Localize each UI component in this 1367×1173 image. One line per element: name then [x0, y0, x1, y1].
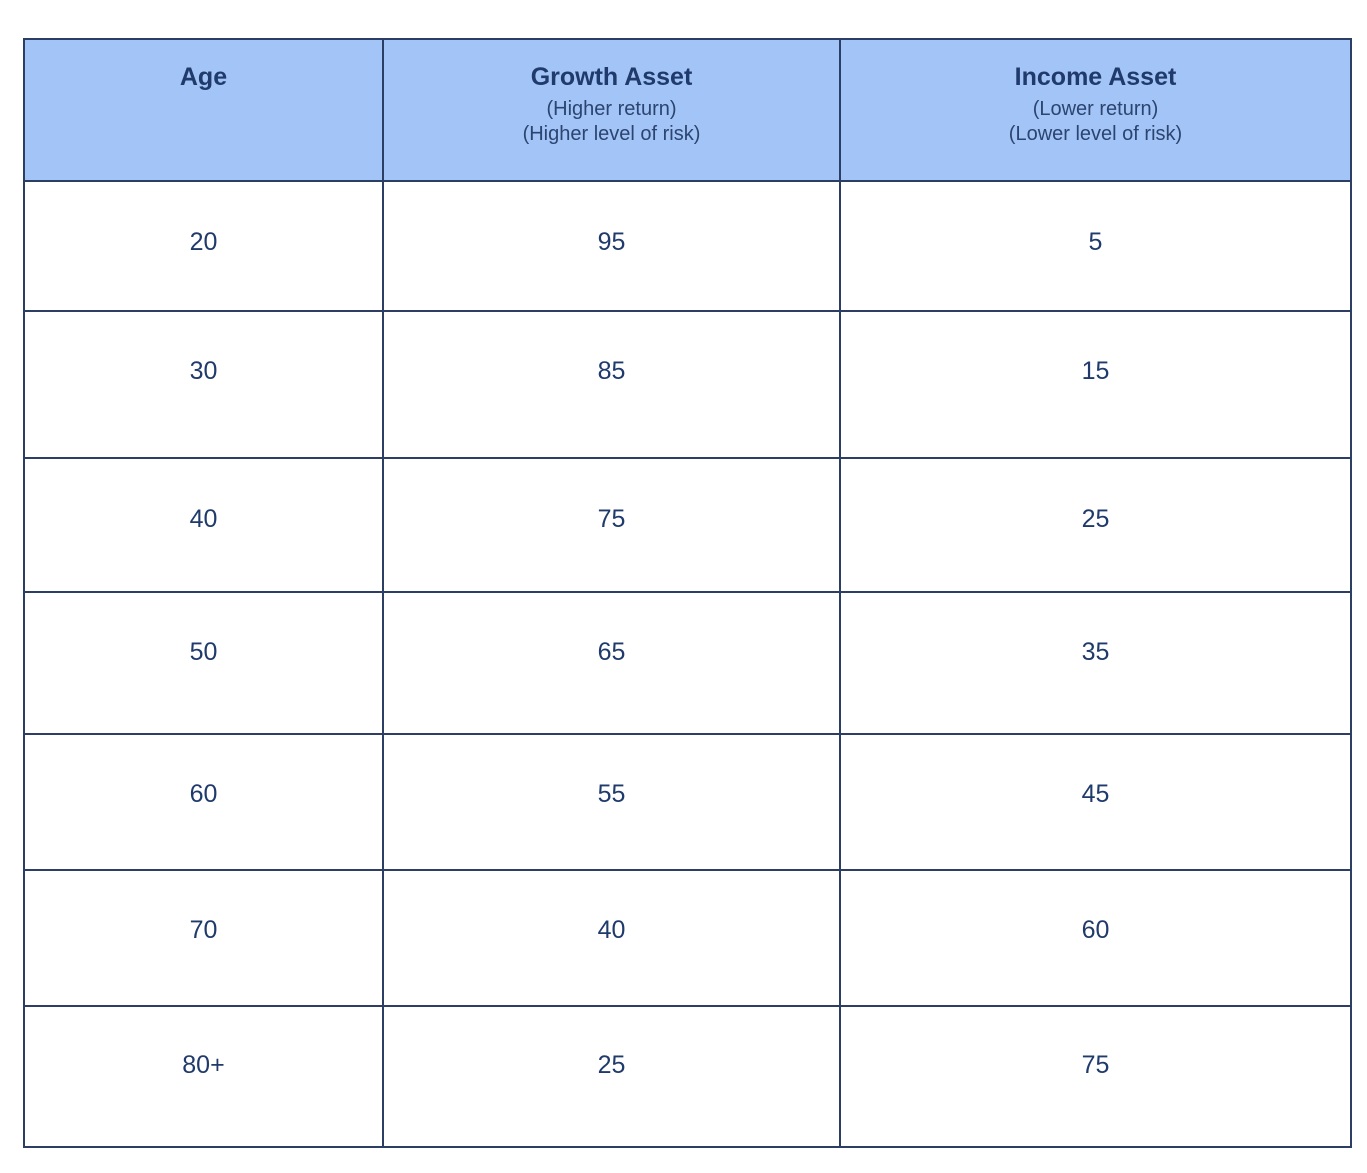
cell-income-value: 45	[1081, 780, 1110, 808]
cell-income	[840, 870, 1351, 1006]
cell-growth	[383, 311, 840, 458]
cell-growth	[383, 1006, 840, 1147]
table-row	[24, 734, 1351, 870]
table-row	[24, 1006, 1351, 1147]
cell-income	[840, 734, 1351, 870]
cell-growth-value: 25	[597, 1051, 626, 1079]
cell-age-value: 80+	[182, 1051, 225, 1079]
header-income-sub-return: (Lower return)	[1032, 98, 1159, 120]
cell-growth-value: 55	[597, 780, 626, 808]
cell-age	[24, 870, 383, 1006]
cell-age-value: 70	[189, 916, 218, 944]
table-row	[24, 311, 1351, 458]
header-age-title: Age	[179, 63, 228, 91]
cell-age	[24, 181, 383, 311]
cell-growth-value: 75	[597, 505, 626, 533]
cell-growth-value: 65	[597, 638, 626, 666]
cell-income-value: 60	[1081, 916, 1110, 944]
cell-income	[840, 1006, 1351, 1147]
cell-income-value: 15	[1081, 357, 1110, 385]
cell-growth-value: 95	[597, 228, 626, 256]
header-growth-asset	[383, 39, 840, 181]
allocation-table-container	[23, 38, 1350, 1148]
table-row	[24, 458, 1351, 592]
table-header-row	[24, 39, 1351, 181]
cell-growth	[383, 592, 840, 734]
asset-allocation-table	[23, 38, 1352, 1148]
cell-income	[840, 458, 1351, 592]
cell-income	[840, 311, 1351, 458]
table-row	[24, 181, 1351, 311]
cell-age	[24, 734, 383, 870]
cell-income	[840, 592, 1351, 734]
cell-income-value: 5	[1088, 228, 1103, 256]
cell-age	[24, 592, 383, 734]
cell-income-value: 35	[1081, 638, 1110, 666]
header-age	[24, 39, 383, 181]
header-income-title: Income Asset	[1014, 63, 1177, 91]
cell-growth	[383, 870, 840, 1006]
cell-age	[24, 311, 383, 458]
cell-income-value: 75	[1081, 1051, 1110, 1079]
cell-income-value: 25	[1081, 505, 1110, 533]
cell-age-value: 60	[189, 780, 218, 808]
table-row	[24, 870, 1351, 1006]
header-growth-title: Growth Asset	[530, 63, 693, 91]
header-income-asset	[840, 39, 1351, 181]
cell-income	[840, 181, 1351, 311]
header-growth-sub-risk: (Higher level of risk)	[522, 123, 701, 145]
cell-age-value: 30	[189, 357, 218, 385]
table-row	[24, 592, 1351, 734]
cell-age	[24, 458, 383, 592]
cell-age	[24, 1006, 383, 1147]
cell-age-value: 50	[189, 638, 218, 666]
cell-growth-value: 85	[597, 357, 626, 385]
cell-age-value: 40	[189, 505, 218, 533]
header-growth-sub-return: (Higher return)	[546, 98, 677, 120]
cell-growth-value: 40	[597, 916, 626, 944]
header-income-sub-risk: (Lower level of risk)	[1008, 123, 1183, 145]
cell-growth	[383, 734, 840, 870]
cell-growth	[383, 458, 840, 592]
cell-age-value: 20	[189, 228, 218, 256]
cell-growth	[383, 181, 840, 311]
